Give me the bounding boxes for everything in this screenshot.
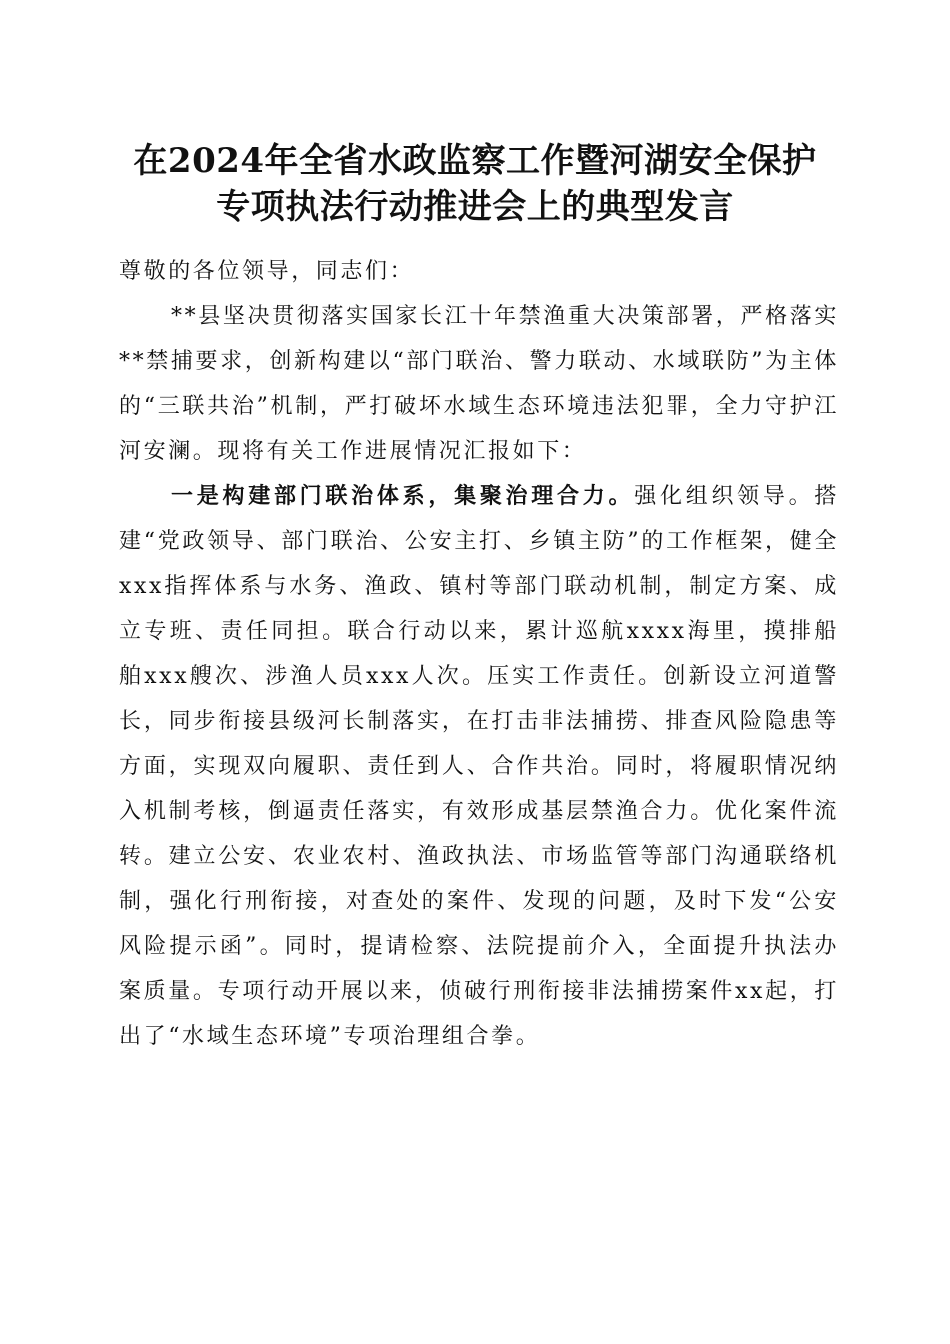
- document-title-line-1: 在2024年全省水政监察工作暨河湖安全保护: [133, 141, 817, 181]
- salutation: 尊敬的各位领导，同志们：: [119, 259, 415, 284]
- paragraph-lead-heading: 一是构建部门联治体系，集聚治理合力。: [171, 483, 635, 509]
- document-body: [119, 249, 839, 1059]
- document-title-line-2: 专项执法行动推进会上的典型发言: [216, 187, 734, 227]
- paragraph-part-one-body: 强化组织领导。搭建“党政领导、部门联治、公安主打、乡镇主防”的工作框架，健全xxx指挥体系与水务、渔政、镇村等部门联动机制，制定方案、成立专班、责任同担。联合行动以来，累计巡航xxxx海里，摸排船舶xxx艘次、涉渔人员xxx人次。压实工作责任。创新设立河道警长，同步衔接县级河长制落实，在打击非法捕捞、排查风险隐患等方面，实现双向履职、责任到人、合作共治。同时，将履职情况纳入机制考核，倒逼责任落实，有效形成基层禁渔合力。优化案件流转。建立公安、农业农村、渔政执法、市场监管等部门沟通联络机制，强化行刑衔接，对查处的案件、发现的问题，及时下发“公安风险提示函”。同时，提请检察、法院提前介入，全面提升执法办案质量。专项行动开展以来，侦破行刑衔接非法捕捞案件xx起，打出了“水域生态环境”专项治理组合拳。: [119, 484, 839, 1049]
- paragraph-intro: **县坚决贯彻落实国家长江十年禁渔重大决策部署，严格落实**禁捕要求，创新构建以“部门联治、警力联动、水域联防”为主体的“三联共治”机制，严打破坏水域生态环境违法犯罪，全力守护江河安澜。现将有关工作进展情况汇报如下：: [119, 304, 839, 464]
- paragraph-part-one: [119, 474, 839, 1059]
